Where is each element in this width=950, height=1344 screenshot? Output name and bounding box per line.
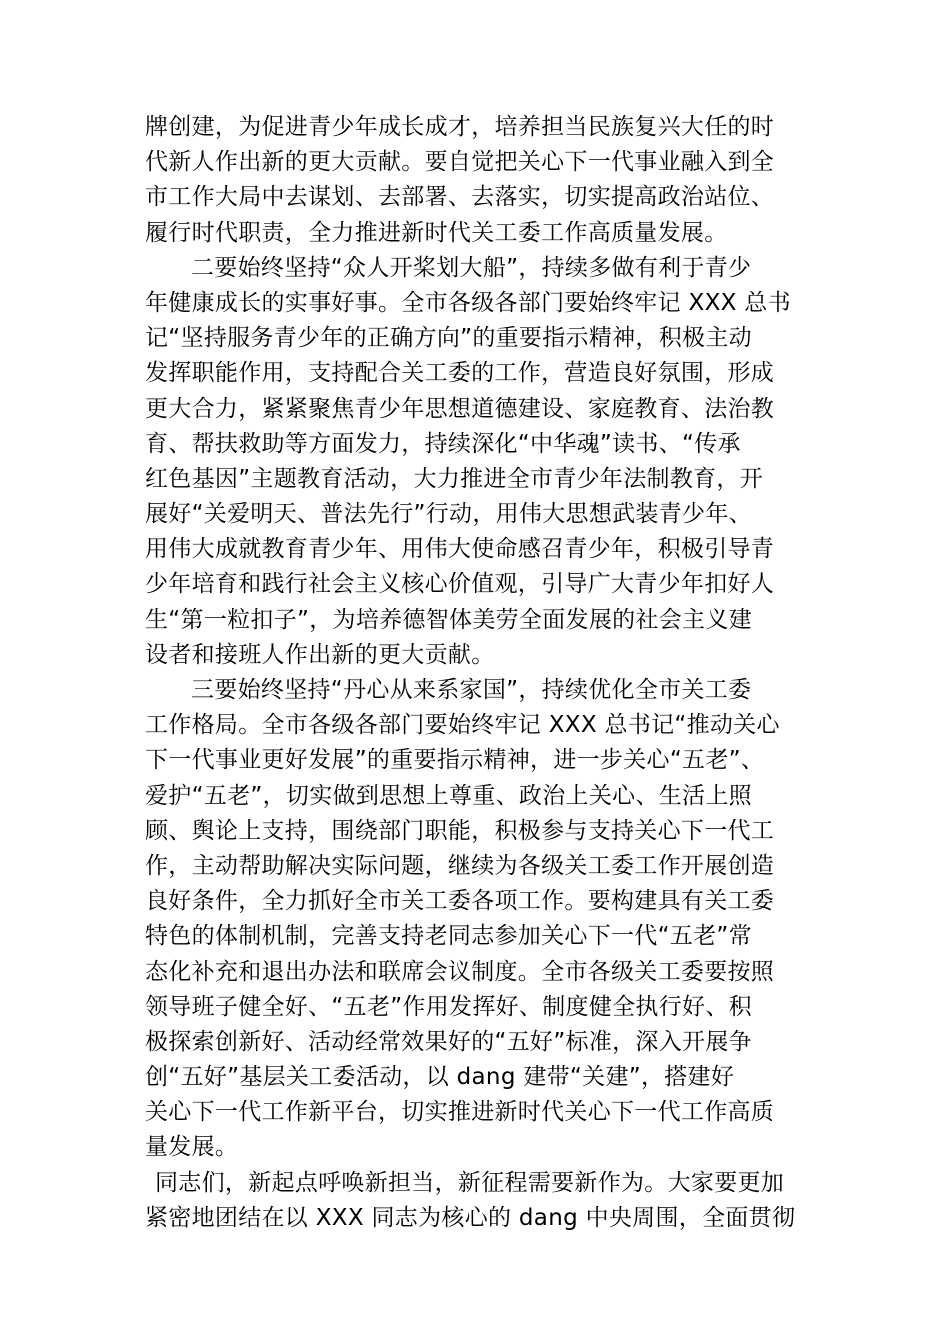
text-line: 用伟大成就教育青少年、用伟大使命感召青少年，积极引导青 — [145, 536, 775, 563]
text-line: 量发展。 — [145, 1134, 239, 1161]
text-line: 育、帮扶救助等方面发力，持续深化“中华魂”读书、“传承 — [145, 430, 741, 457]
paragraph-start-line: 三要始终坚持“丹心从来系家国”，持续优化全市关工委 — [191, 677, 752, 703]
text-line: 少年培育和践行社会主义核心价值观，引导广大青少年扣好人 — [145, 571, 775, 598]
text-line: 更大合力，紧紧聚焦青少年思想道德建设、家庭教育、法治教 — [145, 395, 775, 422]
text-line: 代新人作出新的更大贡献。要自觉把关心下一代事业融入到全 — [145, 149, 775, 176]
text-line: 态化补充和退出办法和联席会议制度。全市各级关工委要按照 — [145, 958, 775, 985]
text-line: 极探索创新好、活动经常效果好的“五好”标准，深入开展争 — [145, 1028, 752, 1055]
paragraph-start-line: 二要始终坚持“众人开桨划大船”，持续多做有利于青少 — [191, 254, 752, 281]
paragraph-start-line: 同志们，新起点呼唤新担当，新征程需要新作为。大家要更加 — [155, 1169, 785, 1196]
text-line: 记“坚持服务青少年的正确方向”的重要指示精神，积极主动 — [145, 325, 752, 352]
text-line: 履行时代职责，全力推进新时代关工委工作高质量发展。 — [145, 219, 728, 246]
text-line: 领导班子健全好、“五老”作用发挥好、制度健全执行好、积 — [145, 993, 752, 1020]
text-line: 爱护“五老”，切实做到思想上尊重、政治上关心、生活上照 — [145, 782, 752, 809]
text-line: 工作格局。全市各级各部门要始终牢记 XXX 总书记“推动关心 — [145, 712, 780, 739]
text-line: 年健康成长的实事好事。全市各级各部门要始终牢记 XXX 总书 — [145, 289, 791, 316]
text-line: 创“五好”基层关工委活动，以 dang 建带“关建”，搭建好 — [145, 1064, 735, 1091]
text-line: 特色的体制机制，完善支持老同志参加关心下一代“五老”常 — [145, 923, 752, 950]
text-line: 牌创建，为促进青少年成长成才，培养担当民族复兴大任的时 — [145, 114, 775, 140]
text-line: 生“第一粒扣子”，为培养德智体美劳全面发展的社会主义建 — [145, 606, 752, 633]
text-line: 良好条件，全力抓好全市关工委各项工作。要构建具有关工委 — [145, 888, 775, 915]
text-line: 展好“关爱明天、普法先行”行动，用伟大思想武装青少年、 — [145, 501, 752, 528]
text-line: 市工作大局中去谋划、去部署、去落实，切实提高政治站位、 — [145, 184, 775, 211]
text-line: 作，主动帮助解决实际问题，继续为各级关工委工作开展创造 — [145, 852, 775, 879]
text-line: 发挥职能作用，支持配合关工委的工作，营造良好氛围，形成 — [145, 360, 775, 387]
text-line: 红色基因”主题教育活动，大力推进全市青少年法制教育，开 — [145, 465, 764, 492]
text-line: 下一代事业更好发展”的重要指示精神，进一步关心“五老”、 — [145, 747, 765, 774]
text-line: 设者和接班人作出新的更大贡献。 — [145, 641, 495, 668]
text-line: 顾、舆论上支持，围绕部门职能，积极参与支持关心下一代工 — [145, 817, 775, 844]
text-line: 紧密地团结在以 XXX 同志为核心的 dang 中央周围，全面贯彻 — [145, 1204, 796, 1231]
document-body — [145, 110, 815, 1236]
text-line: 关心下一代工作新平台，切实推进新时代关心下一代工作高质 — [145, 1099, 775, 1126]
